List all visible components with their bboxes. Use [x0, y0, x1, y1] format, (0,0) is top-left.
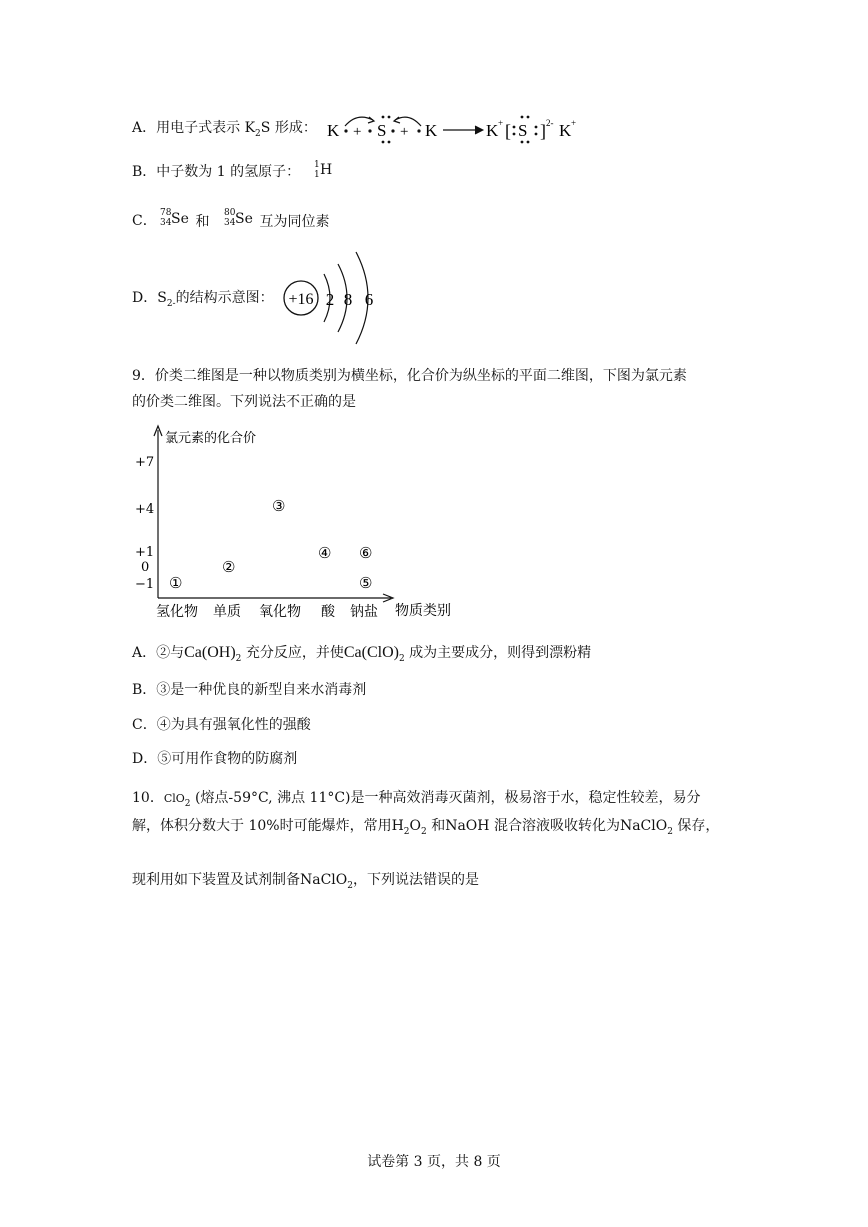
isotope-pair	[160, 208, 360, 234]
q8-option-d	[132, 288, 274, 308]
subscript: 2	[255, 128, 261, 139]
x-tick-label: 酸	[321, 604, 335, 620]
element-symbol: Se	[235, 211, 253, 227]
plus-sign: +	[400, 124, 409, 140]
nucleus-charge: +16	[288, 291, 314, 308]
page-footer: 试卷第 3 页，共 8 页	[367, 1154, 501, 1170]
s-symbol: S	[518, 121, 528, 140]
chart-point-3: ③	[272, 497, 286, 515]
stem-text: (熔点-59°C, 沸点 11°C)是一种高效消毒灭菌剂，极易溶于水，稳定性较差，易分	[190, 790, 701, 806]
option-label: B．	[132, 164, 157, 180]
option-text: S	[157, 290, 167, 306]
subscript: 2	[347, 880, 353, 891]
q9-option-c: C．④为具有强氧化性的强酸	[132, 717, 311, 733]
charge: +	[571, 118, 577, 128]
y-tick-label: +4	[135, 502, 155, 517]
charge: +	[498, 118, 504, 128]
option-text: 中子数为 1 的氢原子：	[156, 164, 301, 180]
subscript: 2	[667, 826, 673, 837]
svg-text:]: ]	[540, 121, 546, 141]
s-symbol: S	[377, 121, 387, 140]
x-tick-label: 钠盐	[350, 604, 378, 620]
q8-option-b	[132, 162, 300, 182]
k-symbol: K	[486, 121, 499, 140]
subscript: 2	[184, 798, 191, 809]
chart-point-2: ②	[222, 558, 236, 576]
connector-text: 和	[191, 214, 214, 230]
plus-sign: +	[353, 124, 362, 140]
stem-text: ，下列说法错误的是	[353, 872, 479, 888]
y-tick-label: +1	[135, 545, 155, 560]
q8-option-a	[132, 118, 317, 138]
chart-point-6: ⑥	[359, 544, 373, 562]
mass-number: 1	[314, 160, 320, 170]
valence-class-chart	[125, 422, 485, 632]
stem-text: 保存，	[672, 818, 720, 834]
formula-naclo2: NaClO	[619, 818, 668, 834]
option-text: 用电子式表示 K	[156, 120, 256, 136]
x-tick-label: 单质	[213, 604, 241, 620]
element-symbol: Se	[171, 211, 189, 227]
option-label: A．	[132, 645, 157, 661]
electron-dot	[391, 129, 394, 132]
option-text: 充分反应，并使	[241, 645, 344, 661]
chart-point-1: ①	[169, 574, 183, 592]
option-text: ②与	[156, 645, 185, 661]
q9-option-a	[132, 643, 591, 663]
stem-text: 混合溶液吸收转化为	[489, 818, 620, 834]
mass-number: 80	[224, 208, 236, 218]
k-symbol: K	[425, 121, 438, 140]
formula-h2o2: O	[409, 818, 422, 834]
formula-naoh: NaOH	[445, 818, 490, 834]
formula-h2o2: H	[391, 818, 404, 834]
x-tick-label: 氢化物	[156, 604, 198, 620]
electron-dot	[344, 129, 347, 132]
formula-caclo2: Ca(ClO)	[343, 644, 399, 661]
q10-stem-line3	[132, 870, 479, 890]
option-text: S 形成：	[260, 120, 317, 136]
formula-caoh2: Ca(OH)	[184, 644, 236, 661]
y-axis-label: 氯元素的化合价	[165, 431, 257, 446]
subscript: 2	[403, 826, 410, 837]
q9-stem-line1: 9．价类二维图是一种以物质类别为横坐标，化合价为纵坐标的平面二维图，下图为氯元素	[132, 368, 687, 384]
option-label: C．	[132, 213, 157, 229]
option-label: D．	[132, 290, 158, 306]
x-tick-label: 氧化物	[259, 604, 301, 620]
atomic-number: 34	[224, 218, 236, 228]
chart-point-4: ④	[318, 544, 332, 562]
q8-option-c	[132, 211, 157, 231]
k-symbol: K	[327, 121, 340, 140]
subscript: 2-	[166, 298, 176, 309]
q10-stem-line2	[132, 816, 719, 836]
formula-clo2: ClO	[163, 792, 185, 805]
q9-option-b: B．③是一种优良的新型自来水消毒剂	[132, 682, 367, 698]
subscript: 2	[398, 653, 405, 664]
y-tick-label: −1	[135, 577, 155, 592]
electron-dot	[417, 129, 420, 132]
y-tick-label: +7	[135, 455, 155, 470]
shell-electron-count: 2	[325, 290, 335, 309]
q9-stem-line2: 的价类二维图。下列说法不正确的是	[132, 394, 356, 410]
stem-text: 和	[426, 818, 446, 834]
x-axis-label: 物质类别	[395, 603, 451, 619]
subscript: 2	[421, 826, 427, 837]
stem-text: 现利用如下装置及试剂制备	[132, 872, 300, 888]
option-text: 的结构示意图：	[175, 290, 274, 306]
charge: 2-	[546, 118, 554, 128]
shell-electron-count: 8	[343, 290, 353, 309]
stem-text: 解，体积分数大于 10%时可能爆炸，常用	[132, 818, 392, 834]
shell-electron-count: 6	[364, 290, 374, 309]
atomic-number: 1	[314, 170, 320, 180]
y-tick-label: 0	[141, 560, 150, 575]
option-text: 互为同位素	[255, 214, 330, 230]
k2s-electron-formula	[325, 106, 595, 150]
option-label: A．	[132, 120, 157, 136]
question-number: 10．	[132, 790, 164, 806]
electron-dot	[368, 129, 371, 132]
nuclide-h	[312, 160, 342, 184]
svg-text:[: [	[505, 121, 511, 141]
subscript: 2	[235, 653, 242, 664]
q10-stem-line1	[132, 788, 701, 809]
option-text: 成为主要成分，则得到漂粉精	[404, 645, 592, 661]
formula-naclo2: NaClO	[300, 872, 348, 888]
s2-structure-diagram	[280, 246, 390, 350]
q9-option-d: D．⑤可用作食物的防腐剂	[132, 751, 298, 767]
atomic-number: 34	[160, 218, 172, 228]
k-symbol: K	[559, 121, 572, 140]
chart-point-5: ⑤	[359, 574, 373, 592]
element-symbol: H	[320, 162, 333, 178]
mass-number: 78	[160, 208, 172, 218]
